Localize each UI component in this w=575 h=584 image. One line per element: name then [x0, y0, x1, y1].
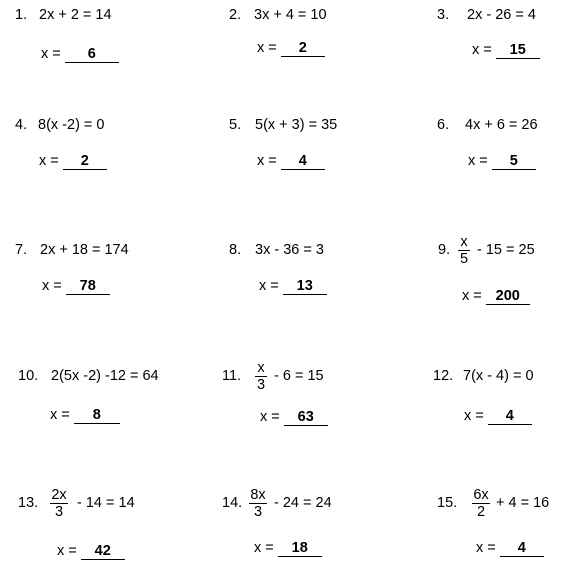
problem-number: 14. [222, 495, 243, 511]
answer-value: 4 [281, 153, 325, 170]
fraction [458, 235, 470, 267]
answer-value: 200 [486, 288, 530, 305]
answer-value: 18 [278, 540, 322, 557]
answer-value: 42 [81, 543, 125, 560]
answer-prefix: x = [42, 278, 62, 294]
problem-number: 15. [437, 495, 458, 511]
answer-row [464, 408, 532, 425]
answer-prefix: x = [476, 540, 496, 556]
answer-prefix: x = [257, 153, 277, 169]
problem-number: 1. [15, 7, 28, 23]
equation: 2x - 26 = 4 [467, 7, 536, 23]
problem-number: 4. [15, 117, 28, 133]
answer-value: 78 [66, 278, 110, 295]
answer-value: 2 [63, 153, 107, 170]
answer-prefix: x = [39, 153, 59, 169]
answer-prefix: x = [57, 543, 77, 559]
answer-row [259, 278, 327, 295]
answer-row [468, 153, 536, 170]
answer-prefix: x = [468, 153, 488, 169]
answer-value: 4 [488, 408, 532, 425]
problem-number: 13. [18, 495, 39, 511]
equation: 7(x - 4) = 0 [463, 368, 534, 384]
answer-value: 13 [283, 278, 327, 295]
answer-prefix: x = [254, 540, 274, 556]
answer-value: 4 [500, 540, 544, 557]
equation: 2x + 18 = 174 [40, 242, 129, 258]
equation: 3x - 36 = 3 [255, 242, 324, 258]
answer-row [50, 407, 120, 424]
answer-prefix: x = [50, 407, 70, 423]
problem-number: 10. [18, 368, 39, 384]
answer-prefix: x = [41, 46, 61, 62]
fraction-numerator: x [257, 360, 265, 376]
problem-number: 8. [229, 242, 242, 258]
answer-prefix: x = [257, 40, 277, 56]
answer-prefix: x = [464, 408, 484, 424]
equation: - 15 = 25 [477, 242, 535, 258]
equation: 2(5x -2) -12 = 64 [51, 368, 159, 384]
problem-number: 9. [438, 242, 451, 258]
equation: - 24 = 24 [274, 495, 332, 511]
fraction-denominator: 2 [476, 504, 486, 520]
problem-number: 7. [15, 242, 28, 258]
answer-row [257, 40, 325, 57]
equation: 4x + 6 = 26 [465, 117, 538, 133]
equation: + 4 = 16 [496, 495, 550, 511]
problem-number: 3. [437, 7, 450, 23]
answer-row [472, 42, 540, 59]
fraction-numerator: 8x [250, 487, 266, 503]
fraction-denominator: 3 [253, 504, 263, 520]
answer-value: 63 [284, 409, 328, 426]
answer-row [260, 409, 328, 426]
answer-value: 15 [496, 42, 540, 59]
fraction-numerator: 6x [473, 487, 489, 503]
answer-row [57, 543, 125, 560]
equation: 2x + 2 = 14 [39, 7, 112, 23]
problem-number: 6. [437, 117, 450, 133]
answer-row [254, 540, 322, 557]
fraction-numerator: 2x [51, 487, 67, 503]
answer-row [257, 153, 325, 170]
equation: - 14 = 14 [77, 495, 135, 511]
fraction-denominator: 5 [459, 251, 469, 267]
answer-row [462, 288, 530, 305]
equation: 8(x -2) = 0 [38, 117, 105, 133]
fraction-denominator: 3 [54, 504, 64, 520]
fraction-numerator: x [460, 234, 468, 250]
answer-value: 6 [65, 46, 119, 63]
equation: 3x + 4 = 10 [254, 7, 327, 23]
answer-prefix: x = [259, 278, 279, 294]
answer-prefix: x = [462, 288, 482, 304]
fraction [255, 361, 267, 393]
answer-row [39, 153, 107, 170]
problem-number: 12. [433, 368, 454, 384]
problem-number: 2. [229, 7, 242, 23]
equation: 5(x + 3) = 35 [255, 117, 338, 133]
answer-prefix: x = [260, 409, 280, 425]
answer-prefix: x = [472, 42, 492, 58]
answer-value: 2 [281, 40, 325, 57]
problem-number: 11. [222, 368, 242, 384]
answer-value: 8 [74, 407, 120, 424]
fraction [472, 488, 490, 520]
answer-row [42, 278, 110, 295]
answer-row [476, 540, 544, 557]
fraction [50, 488, 68, 520]
fraction [249, 488, 267, 520]
equation: - 6 = 15 [274, 368, 324, 384]
answer-row [41, 46, 119, 63]
problem-number: 5. [229, 117, 242, 133]
answer-value: 5 [492, 153, 536, 170]
fraction-denominator: 3 [256, 377, 266, 393]
